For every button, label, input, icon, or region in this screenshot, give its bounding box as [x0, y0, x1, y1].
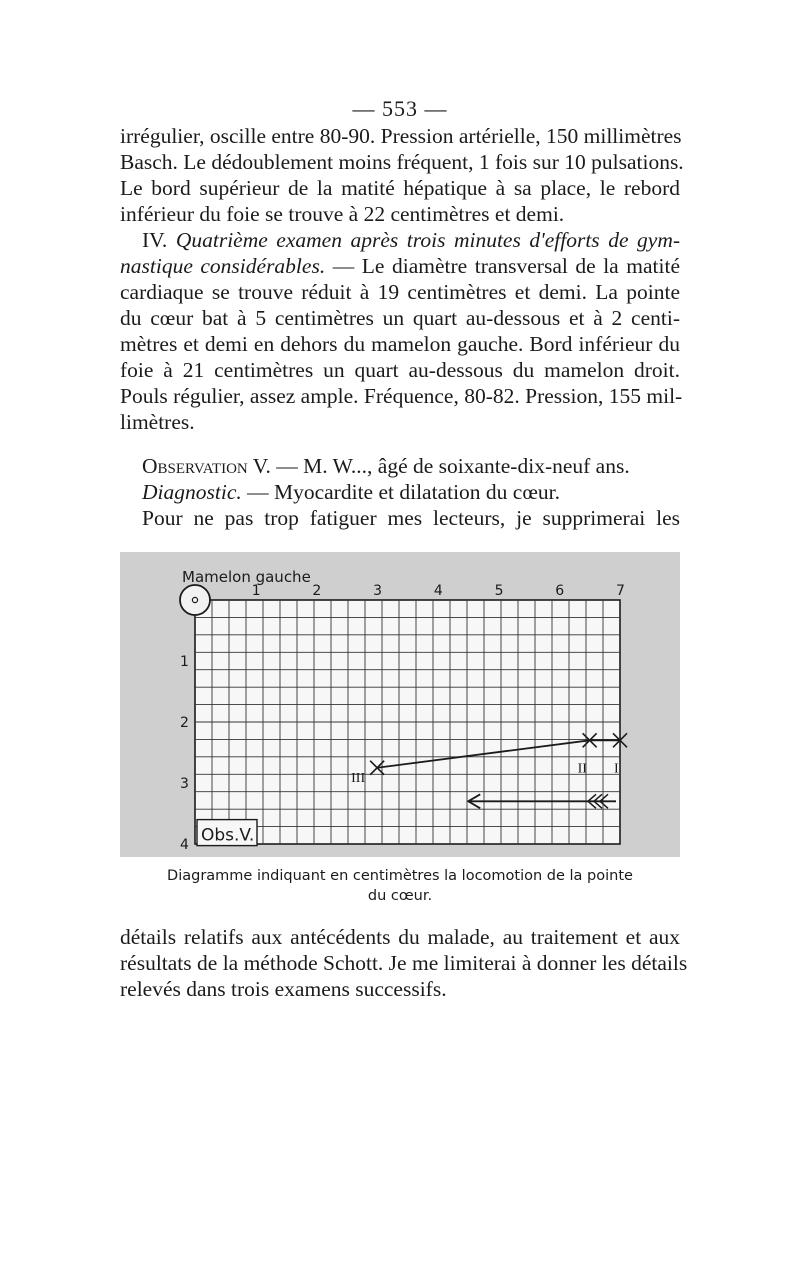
- x-tick-label: 5: [494, 583, 504, 599]
- x-tick-label: 1: [251, 583, 261, 599]
- figure-caption: [120, 866, 680, 906]
- paragraph-details: [120, 924, 688, 1002]
- caption-line: du cœur.: [367, 888, 433, 904]
- x-tick-label: 6: [555, 583, 565, 599]
- text-line: foie à 21 centimètres un quart au-dessous du mamelon droit.: [120, 358, 680, 382]
- text-line: Pouls régulier, assez ample. Fréquence, 80-82. Pression, 155 mil-: [120, 384, 683, 408]
- y-tick-label: 3: [180, 776, 189, 792]
- diagnostic-text: — Myocardite et dilatation du cœur.: [241, 480, 560, 504]
- diagnostic-line: [120, 479, 680, 505]
- text-line: Pour ne pas trop fatiguer mes lecteurs, je supprimerai les: [142, 506, 680, 530]
- paragraph-examination-3-4: [120, 123, 684, 435]
- position-mark-label: III: [351, 770, 366, 786]
- text-run: — Le diamètre transversal de la matité: [325, 254, 680, 278]
- observation-text: — M. W..., âgé de soixante-dix-neuf ans.: [270, 454, 630, 478]
- text-line: résultats de la méthode Schott. Je me limiterai à donner les détails: [120, 951, 688, 975]
- diagram-svg: [120, 552, 680, 857]
- x-tick-label: 7: [616, 583, 625, 599]
- x-tick-label: 3: [373, 583, 383, 599]
- text-line: inférieur du foie se trouve à 22 centimètres et demi.: [120, 202, 565, 226]
- text-line: du cœur bat à 5 centimètres un quart au-dessous et à 2 centi-: [120, 306, 680, 330]
- caption-line: Diagramme indiquant en centimètres la locomotion de la pointe: [167, 868, 633, 884]
- text-line: irrégulier, oscille entre 80-90. Pression artérielle, 150 millimètres: [120, 124, 682, 148]
- observation-header: [120, 453, 680, 531]
- section-heading-continued: nastique considérables.: [120, 254, 326, 278]
- y-tick-label: 1: [180, 654, 189, 670]
- text-line: détails relatifs aux antécédents du malade, au traitement et aux: [120, 925, 680, 949]
- position-mark-label: II: [577, 761, 587, 777]
- nipple-circle: [180, 585, 210, 615]
- text-line: relevés dans trois examens successifs.: [120, 977, 447, 1001]
- observation-line: [120, 453, 680, 479]
- diagnostic-label: Diagnostic.: [142, 480, 242, 504]
- text-line: Le bord supérieur de la matité hépatique à sa place, le rebord: [120, 176, 680, 200]
- observation-label: Observation V.: [142, 454, 271, 478]
- section-heading: Quatrième examen après trois minutes d'efforts de gym-: [175, 228, 680, 252]
- text-line: mètres et demi en dehors du mamelon gauche. Bord inférieur du: [120, 332, 680, 356]
- obs-label: Obs.V.: [201, 825, 255, 846]
- locomotion-diagram: [120, 552, 680, 857]
- y-tick-label: 4: [180, 837, 189, 853]
- position-mark-label: I: [614, 761, 619, 777]
- text-line: cardiaque se trouve réduit à 19 centimètres et demi. La pointe: [120, 280, 680, 304]
- x-tick-label: 2: [312, 583, 322, 599]
- text-line: Basch. Le dédoublement moins fréquent, 1 fois sur 10 pulsations.: [120, 150, 684, 174]
- text-line-heading: [120, 253, 680, 279]
- diagram-title: Mamelon gauche: [182, 568, 311, 586]
- text-line: limètres.: [120, 410, 195, 434]
- text-line-heading: [120, 227, 680, 253]
- page-number: — 553 —: [352, 96, 448, 121]
- section-numeral: IV.: [142, 228, 176, 252]
- y-tick-label: 2: [180, 715, 189, 731]
- x-tick-label: 4: [433, 583, 443, 599]
